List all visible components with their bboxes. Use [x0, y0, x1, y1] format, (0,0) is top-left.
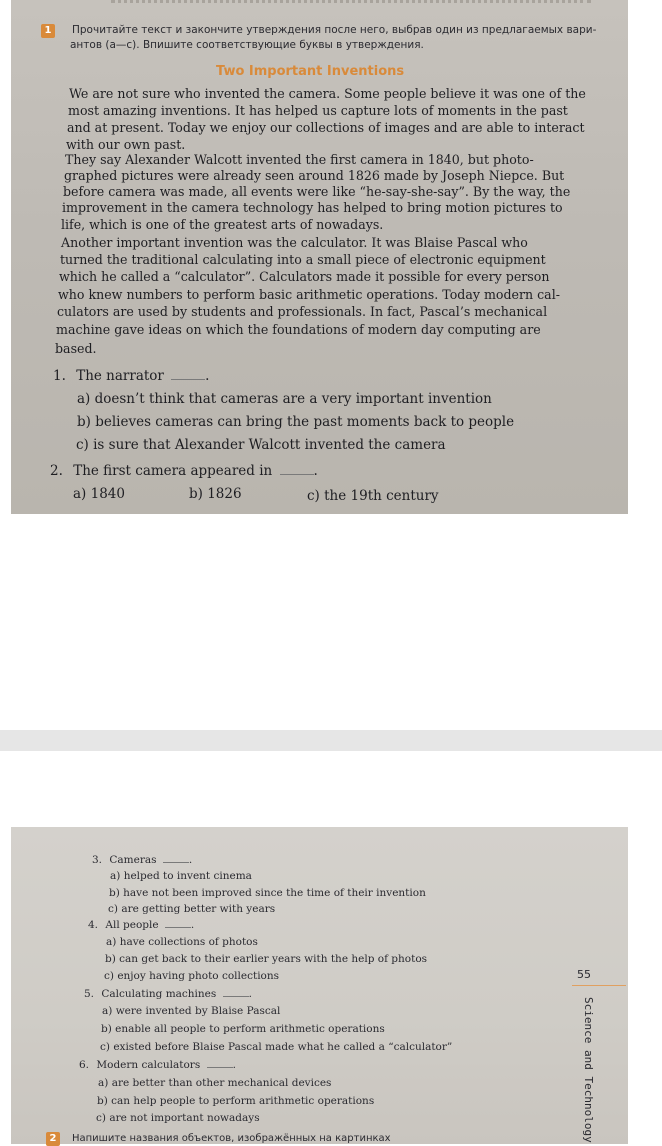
- question-stem: Modern calculators: [96, 1059, 201, 1071]
- question-stem: Calculating machines: [101, 988, 217, 1000]
- passage-line: based.: [55, 341, 97, 356]
- passage-line: We are not sure who invented the camera. Some people believe it was one of the: [69, 86, 586, 101]
- answer-option: a) have collections of photos: [106, 936, 258, 948]
- answer-blank: [280, 474, 314, 475]
- passage-line: culators are used by students and professionals. In fact, Pascal’s mechanical: [57, 304, 548, 319]
- page-number: 55: [577, 968, 591, 981]
- passage-line: life, which is one of the greatest arts of nowadays.: [61, 217, 384, 232]
- answer-option: b) believes cameras can bring the past moments back to people: [77, 414, 515, 430]
- answer-option: a) doesn’t think that cameras are a very important invention: [77, 391, 492, 407]
- page-number-rule: [572, 985, 626, 986]
- answer-blank: [163, 862, 189, 863]
- question-stem: All people: [105, 919, 159, 931]
- passage-line: most amazing inventions. It has helped us capture lots of moments in the past: [68, 103, 568, 118]
- answer-blank: [171, 379, 205, 380]
- instruction-line-2: антов (a—c). Впишите соответствующие буквы в утверждения.: [70, 39, 424, 51]
- answer-option: a) were invented by Blaise Pascal: [102, 1005, 281, 1017]
- answer-option: c) are not important nowadays: [96, 1112, 260, 1124]
- passage-line: which he called a “calculator”. Calculators made it possible for every person: [59, 269, 550, 284]
- answer-option: c) are getting better with years: [108, 903, 276, 915]
- question-number: 5.: [84, 988, 95, 1000]
- question-number: 2.: [50, 463, 63, 479]
- question-number: 4.: [88, 919, 99, 931]
- passage-line: with our own past.: [66, 137, 186, 152]
- question-number: 1.: [53, 368, 66, 384]
- passage-line: They say Alexander Walcott invented the first camera in 1840, but photo-: [65, 152, 534, 167]
- answer-option: b) have not been improved since the time of their invention: [109, 887, 426, 899]
- passage-line: turned the traditional calculating into a small piece of electronic equipment: [60, 252, 546, 267]
- answer-option: a) are better than other mechanical devices: [98, 1077, 332, 1089]
- answer-option: a) 1840: [73, 486, 125, 502]
- task-number-badge: 1: [41, 24, 55, 38]
- answer-option: b) enable all people to perform arithmetic operations: [101, 1023, 385, 1035]
- passage-line: improvement in the camera technology has helped to bring motion pictures to: [62, 200, 563, 215]
- answer-option: c) enjoy having photo collections: [104, 970, 280, 982]
- answer-blank: [223, 996, 249, 997]
- question-stem: The narrator: [76, 368, 164, 384]
- passage-title: Two Important Inventions: [216, 64, 405, 79]
- next-task-instruction: Напишите названия объектов, изображённых на картинках: [72, 1133, 391, 1144]
- question-number: 3.: [92, 854, 103, 866]
- passage-line: graphed pictures were already seen around 1826 made by Joseph Niepce. But: [64, 168, 565, 183]
- answer-blank: [207, 1067, 233, 1068]
- passage-line: machine gave ideas on which the foundations of modern day computing are: [56, 322, 541, 337]
- instruction-line-1: Прочитайте текст и закончите утверждения после него, выбрав один из предлагаемых вари-: [72, 24, 597, 36]
- answer-blank: [165, 927, 191, 928]
- passage-line: and at present. Today we enjoy our collections of images and are able to interact: [67, 120, 585, 135]
- question-stem: Cameras: [109, 854, 157, 866]
- question-number: 6.: [79, 1059, 90, 1071]
- header-dotted-rule: [111, 0, 591, 9]
- image-separator: [0, 730, 662, 751]
- answer-option: c) existed before Blaise Pascal made what he called a “calculator”: [100, 1041, 453, 1053]
- passage-line: before camera was made, all events were like “he-say-she-say”. By the way, the: [63, 184, 571, 199]
- answer-option: b) 1826: [189, 486, 242, 502]
- passage-line: who knew numbers to perform basic arithmetic operations. Today modern cal-: [58, 287, 560, 302]
- answer-option: b) can help people to perform arithmetic operations: [97, 1095, 375, 1107]
- answer-option: a) helped to invent cinema: [110, 870, 252, 882]
- next-task-number-badge: 2: [46, 1132, 60, 1146]
- question-stem: The first camera appeared in: [73, 463, 273, 479]
- answer-option: b) can get back to their earlier years with the help of photos: [105, 953, 428, 965]
- section-side-label: Science and Technology: [582, 997, 595, 1143]
- answer-option: c) the 19th century: [307, 488, 439, 504]
- answer-option: c) is sure that Alexander Walcott invented the camera: [76, 437, 446, 453]
- passage-line: Another important invention was the calculator. It was Blaise Pascal who: [61, 235, 528, 250]
